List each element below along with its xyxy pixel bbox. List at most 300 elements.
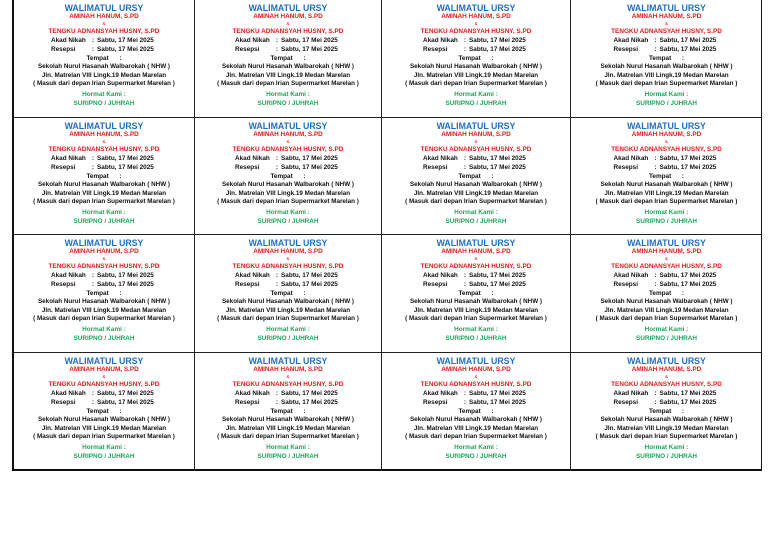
akad-row	[195, 36, 381, 45]
ampersand: &	[474, 256, 478, 261]
invitation-card	[14, 353, 195, 471]
card-title: WALIMATUL URSY	[248, 238, 328, 248]
resepsi-colon: :	[463, 164, 467, 171]
groom-name: TENGKU ADNANSYAH HUSNY, S.PD	[48, 263, 160, 270]
bride-name: AMINAH HANUM, S.PD	[441, 131, 511, 138]
ampersand: &	[286, 21, 290, 26]
card-title: WALIMATUL URSY	[248, 356, 328, 366]
invitation-card	[382, 0, 571, 118]
resepsi-label: Resepsi	[613, 46, 639, 53]
resepsi-date: Sabtu, 17 Mei 2025	[281, 281, 338, 288]
resepsi-date: Sabtu, 17 Mei 2025	[659, 281, 717, 288]
akad-colon: :	[275, 390, 279, 397]
akad-label: Akad Nikah	[423, 37, 458, 44]
resepsi-colon: :	[275, 46, 279, 53]
venue-address: Jln. Matrelan VIII Lingk.19 Medan Marelan	[225, 71, 351, 79]
bride-name: AMINAH HANUM, S.PD	[441, 366, 511, 373]
resepsi-row	[195, 280, 381, 289]
resepsi-row	[571, 163, 762, 172]
card-title: WALIMATUL URSY	[248, 3, 328, 13]
groom-name: TENGKU ADNANSYAH HUSNY, S.PD	[232, 263, 344, 270]
venue-note: ( Masuk dari depan Irian Supermarket Marelan )	[405, 315, 547, 322]
groom-name: TENGKU ADNANSYAH HUSNY, S.PD	[48, 28, 160, 35]
bride-name: AMINAH HANUM, S.PD	[631, 131, 702, 138]
tempat-label: Tempat	[458, 173, 481, 180]
venue-address: Jln. Matrelan VIII Lingk.19 Medan Marelan	[413, 71, 539, 79]
akad-label: Akad Nikah	[51, 390, 86, 397]
akad-date: Sabtu, 17 Mei 2025	[97, 37, 154, 44]
family-names: SURIPNO / JUHRAH	[445, 334, 507, 342]
akad-row	[195, 389, 381, 398]
invitation-card	[195, 0, 382, 118]
tempat-label: Tempat	[86, 408, 109, 415]
tempat-label: Tempat	[86, 55, 109, 62]
tempat-row	[195, 407, 381, 416]
card-title: WALIMATUL URSY	[64, 238, 144, 248]
akad-date: Sabtu, 17 Mei 2025	[659, 37, 717, 44]
akad-row	[571, 154, 762, 163]
resepsi-date: Sabtu, 17 Mei 2025	[97, 164, 154, 171]
card-title: WALIMATUL URSY	[627, 356, 706, 366]
resepsi-date: Sabtu, 17 Mei 2025	[469, 164, 526, 171]
resepsi-colon: :	[463, 46, 467, 53]
akad-label: Akad Nikah	[423, 272, 458, 279]
akad-row	[14, 271, 194, 280]
invitation-label-sheet	[12, 0, 762, 471]
venue-name: Sekolah Nurul Hasanah Walbarokah ( NHW )	[37, 298, 171, 305]
venue-name: Sekolah Nurul Hasanah Walbarokah ( NHW )	[600, 416, 733, 423]
tempat-label: Tempat	[270, 173, 293, 180]
akad-label: Akad Nikah	[235, 272, 270, 279]
akad-date: Sabtu, 17 Mei 2025	[469, 272, 526, 279]
resepsi-row	[571, 398, 762, 407]
resepsi-colon: :	[91, 281, 95, 288]
tempat-row	[382, 289, 570, 298]
regards-label: Hormat Kami :	[266, 325, 310, 333]
resepsi-row	[382, 163, 570, 172]
akad-row	[571, 271, 762, 280]
venue-note: ( Masuk dari depan Irian Supermarket Marelan )	[33, 433, 175, 440]
akad-colon: :	[91, 272, 95, 279]
tempat-label: Tempat	[86, 173, 109, 180]
resepsi-label: Resepsi	[51, 164, 76, 171]
akad-label: Akad Nikah	[613, 390, 649, 397]
akad-colon: :	[91, 155, 95, 162]
resepsi-colon: :	[275, 281, 279, 288]
resepsi-colon: :	[463, 399, 467, 406]
ampersand: &	[102, 256, 106, 261]
resepsi-row	[571, 45, 762, 54]
venue-name: Sekolah Nurul Hasanah Walbarokah ( NHW )	[221, 416, 355, 423]
card-title: WALIMATUL URSY	[64, 3, 144, 13]
akad-row	[382, 271, 570, 280]
akad-colon: :	[91, 390, 95, 397]
family-names: SURIPNO / JUHRAH	[257, 217, 319, 225]
akad-colon: :	[654, 37, 657, 44]
groom-name: TENGKU ADNANSYAH HUSNY, S.PD	[420, 28, 532, 35]
resepsi-label: Resepsi	[235, 281, 260, 288]
groom-name: TENGKU ADNANSYAH HUSNY, S.PD	[420, 146, 532, 153]
venue-address: Jln. Matrelan VIII Lingk.19 Medan Marelan	[225, 306, 351, 314]
ampersand: &	[474, 21, 478, 26]
venue-note: ( Masuk dari depan Irian Supermarket Marelan )	[595, 80, 738, 87]
resepsi-label: Resepsi	[613, 164, 639, 171]
resepsi-row	[14, 163, 194, 172]
akad-colon: :	[654, 390, 657, 397]
family-names: SURIPNO / JUHRAH	[635, 452, 698, 460]
akad-colon: :	[463, 272, 467, 279]
akad-colon: :	[275, 37, 279, 44]
card-title: WALIMATUL URSY	[436, 356, 516, 366]
resepsi-label: Resepsi	[51, 399, 76, 406]
family-names: SURIPNO / JUHRAH	[635, 334, 698, 342]
invitation-card	[571, 235, 762, 353]
resepsi-row	[14, 280, 194, 289]
tempat-row	[571, 54, 762, 63]
bride-name: AMINAH HANUM, S.PD	[253, 366, 323, 373]
regards-label: Hormat Kami :	[454, 90, 498, 98]
resepsi-label: Resepsi	[423, 399, 448, 406]
resepsi-colon: :	[654, 281, 657, 288]
bride-name: AMINAH HANUM, S.PD	[441, 248, 511, 255]
regards-label: Hormat Kami :	[266, 90, 310, 98]
venue-address: Jln. Matrelan VIII Lingk.19 Medan Marelan	[413, 424, 539, 432]
groom-name: TENGKU ADNANSYAH HUSNY, S.PD	[48, 381, 160, 388]
invitation-card	[14, 0, 195, 118]
groom-name: TENGKU ADNANSYAH HUSNY, S.PD	[232, 28, 344, 35]
akad-row	[14, 154, 194, 163]
akad-label: Akad Nikah	[51, 272, 86, 279]
venue-note: ( Masuk dari depan Irian Supermarket Marelan )	[405, 198, 547, 205]
tempat-row	[195, 289, 381, 298]
regards-label: Hormat Kami :	[266, 443, 310, 451]
akad-label: Akad Nikah	[613, 272, 649, 279]
venue-address: Jln. Matrelan VIII Lingk.19 Medan Marelan	[604, 189, 729, 197]
family-names: SURIPNO / JUHRAH	[73, 217, 135, 225]
akad-date: Sabtu, 17 Mei 2025	[281, 272, 338, 279]
tempat-row	[14, 54, 194, 63]
venue-address: Jln. Matrelan VIII Lingk.19 Medan Marelan	[413, 189, 539, 197]
resepsi-row	[195, 398, 381, 407]
groom-name: TENGKU ADNANSYAH HUSNY, S.PD	[611, 381, 722, 388]
regards-label: Hormat Kami :	[644, 90, 689, 98]
venue-note: ( Masuk dari depan Irian Supermarket Marelan )	[217, 80, 359, 87]
resepsi-row	[195, 45, 381, 54]
resepsi-row	[195, 163, 381, 172]
resepsi-date: Sabtu, 17 Mei 2025	[659, 399, 717, 406]
card-title: WALIMATUL URSY	[436, 3, 516, 13]
groom-name: TENGKU ADNANSYAH HUSNY, S.PD	[232, 381, 344, 388]
akad-label: Akad Nikah	[613, 155, 649, 162]
akad-label: Akad Nikah	[235, 155, 270, 162]
invitation-card	[14, 235, 195, 353]
tempat-label: Tempat	[458, 290, 481, 297]
tempat-label: Tempat	[648, 290, 672, 297]
venue-address: Jln. Matrelan VIII Lingk.19 Medan Marelan	[41, 189, 167, 197]
akad-date: Sabtu, 17 Mei 2025	[659, 155, 717, 162]
regards-label: Hormat Kami :	[644, 443, 689, 451]
akad-date: Sabtu, 17 Mei 2025	[97, 272, 154, 279]
tempat-label: Tempat	[86, 290, 109, 297]
akad-row	[14, 36, 194, 45]
resepsi-date: Sabtu, 17 Mei 2025	[659, 46, 717, 53]
tempat-row	[195, 54, 381, 63]
resepsi-label: Resepsi	[235, 46, 260, 53]
bride-name: AMINAH HANUM, S.PD	[441, 13, 511, 20]
tempat-colon: :	[303, 290, 306, 297]
resepsi-colon: :	[275, 399, 279, 406]
tempat-label: Tempat	[648, 173, 672, 180]
akad-date: Sabtu, 17 Mei 2025	[281, 155, 338, 162]
venue-name: Sekolah Nurul Hasanah Walbarokah ( NHW )	[600, 298, 733, 305]
tempat-colon: :	[303, 173, 306, 180]
groom-name: TENGKU ADNANSYAH HUSNY, S.PD	[420, 263, 532, 270]
akad-label: Akad Nikah	[235, 390, 270, 397]
ampersand: &	[474, 374, 478, 379]
resepsi-date: Sabtu, 17 Mei 2025	[281, 46, 338, 53]
resepsi-date: Sabtu, 17 Mei 2025	[97, 281, 154, 288]
regards-label: Hormat Kami :	[644, 325, 689, 333]
ampersand: &	[102, 21, 106, 26]
resepsi-colon: :	[91, 46, 95, 53]
bride-name: AMINAH HANUM, S.PD	[631, 366, 702, 373]
akad-label: Akad Nikah	[51, 37, 86, 44]
resepsi-label: Resepsi	[51, 281, 76, 288]
tempat-row	[382, 172, 570, 181]
akad-row	[14, 389, 194, 398]
akad-date: Sabtu, 17 Mei 2025	[281, 37, 338, 44]
akad-date: Sabtu, 17 Mei 2025	[97, 390, 154, 397]
venue-note: ( Masuk dari depan Irian Supermarket Marelan )	[595, 198, 738, 205]
ampersand: &	[664, 139, 668, 144]
groom-name: TENGKU ADNANSYAH HUSNY, S.PD	[611, 146, 722, 153]
ampersand: &	[286, 374, 290, 379]
akad-colon: :	[91, 37, 95, 44]
venue-note: ( Masuk dari depan Irian Supermarket Marelan )	[595, 433, 738, 440]
venue-note: ( Masuk dari depan Irian Supermarket Marelan )	[217, 198, 359, 205]
bride-name: AMINAH HANUM, S.PD	[253, 13, 323, 20]
resepsi-date: Sabtu, 17 Mei 2025	[469, 46, 526, 53]
akad-colon: :	[654, 272, 657, 279]
card-title: WALIMATUL URSY	[627, 238, 706, 248]
tempat-label: Tempat	[270, 55, 293, 62]
resepsi-colon: :	[275, 164, 279, 171]
tempat-colon: :	[303, 55, 306, 62]
venue-name: Sekolah Nurul Hasanah Walbarokah ( NHW )	[409, 181, 543, 188]
tempat-row	[195, 172, 381, 181]
venue-address: Jln. Matrelan VIII Lingk.19 Medan Marelan	[225, 424, 351, 432]
ampersand: &	[286, 139, 290, 144]
akad-row	[195, 154, 381, 163]
card-title: WALIMATUL URSY	[64, 121, 144, 131]
venue-name: Sekolah Nurul Hasanah Walbarokah ( NHW )	[221, 181, 355, 188]
resepsi-label: Resepsi	[235, 399, 260, 406]
invitation-card	[382, 118, 571, 235]
tempat-colon: :	[681, 55, 685, 62]
tempat-colon: :	[119, 173, 122, 180]
resepsi-date: Sabtu, 17 Mei 2025	[97, 46, 154, 53]
tempat-colon: :	[491, 408, 494, 415]
ampersand: &	[664, 256, 668, 261]
venue-name: Sekolah Nurul Hasanah Walbarokah ( NHW )	[409, 63, 543, 70]
resepsi-colon: :	[654, 164, 657, 171]
tempat-row	[382, 407, 570, 416]
ampersand: &	[664, 21, 668, 26]
resepsi-date: Sabtu, 17 Mei 2025	[659, 164, 717, 171]
resepsi-date: Sabtu, 17 Mei 2025	[469, 281, 526, 288]
resepsi-row	[382, 398, 570, 407]
family-names: SURIPNO / JUHRAH	[635, 99, 698, 107]
invitation-card	[571, 118, 762, 235]
bride-name: AMINAH HANUM, S.PD	[69, 131, 139, 138]
venue-note: ( Masuk dari depan Irian Supermarket Marelan )	[217, 315, 359, 322]
regards-label: Hormat Kami :	[454, 325, 498, 333]
tempat-colon: :	[491, 55, 494, 62]
resepsi-colon: :	[91, 399, 95, 406]
tempat-row	[14, 407, 194, 416]
venue-name: Sekolah Nurul Hasanah Walbarokah ( NHW )	[221, 298, 355, 305]
akad-date: Sabtu, 17 Mei 2025	[97, 155, 154, 162]
akad-row	[382, 154, 570, 163]
groom-name: TENGKU ADNANSYAH HUSNY, S.PD	[420, 381, 532, 388]
ampersand: &	[286, 256, 290, 261]
tempat-colon: :	[491, 290, 494, 297]
venue-address: Jln. Matrelan VIII Lingk.19 Medan Marelan	[604, 306, 729, 314]
regards-label: Hormat Kami :	[266, 208, 310, 216]
venue-note: ( Masuk dari depan Irian Supermarket Marelan )	[405, 80, 547, 87]
venue-address: Jln. Matrelan VIII Lingk.19 Medan Marelan	[413, 306, 539, 314]
resepsi-row	[571, 280, 762, 289]
family-names: SURIPNO / JUHRAH	[257, 334, 319, 342]
tempat-label: Tempat	[648, 55, 672, 62]
ampersand: &	[474, 139, 478, 144]
tempat-label: Tempat	[648, 408, 672, 415]
akad-date: Sabtu, 17 Mei 2025	[469, 155, 526, 162]
akad-label: Akad Nikah	[51, 155, 86, 162]
card-title: WALIMATUL URSY	[627, 121, 706, 131]
invitation-card	[571, 0, 762, 118]
family-names: SURIPNO / JUHRAH	[445, 452, 507, 460]
groom-name: TENGKU ADNANSYAH HUSNY, S.PD	[611, 28, 722, 35]
groom-name: TENGKU ADNANSYAH HUSNY, S.PD	[611, 263, 722, 270]
resepsi-colon: :	[654, 46, 657, 53]
akad-date: Sabtu, 17 Mei 2025	[469, 37, 526, 44]
tempat-colon: :	[119, 290, 122, 297]
resepsi-colon: :	[463, 281, 467, 288]
resepsi-label: Resepsi	[423, 164, 448, 171]
tempat-label: Tempat	[270, 408, 293, 415]
family-names: SURIPNO / JUHRAH	[257, 452, 319, 460]
groom-name: TENGKU ADNANSYAH HUSNY, S.PD	[48, 146, 160, 153]
tempat-colon: :	[681, 408, 685, 415]
tempat-colon: :	[119, 55, 122, 62]
akad-label: Akad Nikah	[423, 390, 458, 397]
venue-name: Sekolah Nurul Hasanah Walbarokah ( NHW )	[37, 63, 171, 70]
resepsi-colon: :	[654, 399, 657, 406]
bride-name: AMINAH HANUM, S.PD	[253, 131, 323, 138]
akad-row	[382, 389, 570, 398]
venue-note: ( Masuk dari depan Irian Supermarket Marelan )	[595, 315, 738, 322]
tempat-row	[571, 289, 762, 298]
venue-note: ( Masuk dari depan Irian Supermarket Marelan )	[33, 198, 175, 205]
venue-name: Sekolah Nurul Hasanah Walbarokah ( NHW )	[409, 298, 543, 305]
family-names: SURIPNO / JUHRAH	[73, 99, 135, 107]
resepsi-label: Resepsi	[613, 399, 639, 406]
groom-name: TENGKU ADNANSYAH HUSNY, S.PD	[232, 146, 344, 153]
venue-name: Sekolah Nurul Hasanah Walbarokah ( NHW )	[600, 63, 733, 70]
regards-label: Hormat Kami :	[82, 325, 126, 333]
resepsi-date: Sabtu, 17 Mei 2025	[97, 399, 154, 406]
venue-address: Jln. Matrelan VIII Lingk.19 Medan Marelan	[41, 424, 167, 432]
akad-colon: :	[654, 155, 657, 162]
invitation-card	[382, 235, 571, 353]
resepsi-row	[382, 45, 570, 54]
resepsi-colon: :	[91, 164, 95, 171]
tempat-row	[14, 172, 194, 181]
venue-address: Jln. Matrelan VIII Lingk.19 Medan Marelan	[41, 306, 167, 314]
venue-address: Jln. Matrelan VIII Lingk.19 Medan Marelan	[604, 424, 729, 432]
family-names: SURIPNO / JUHRAH	[445, 99, 507, 107]
bride-name: AMINAH HANUM, S.PD	[253, 248, 323, 255]
resepsi-label: Resepsi	[235, 164, 260, 171]
resepsi-row	[14, 45, 194, 54]
invitation-card	[195, 235, 382, 353]
akad-row	[571, 389, 762, 398]
tempat-colon: :	[491, 173, 494, 180]
tempat-label: Tempat	[458, 55, 481, 62]
resepsi-label: Resepsi	[613, 281, 639, 288]
card-title: WALIMATUL URSY	[64, 356, 144, 366]
akad-row	[571, 36, 762, 45]
invitation-card	[14, 118, 195, 235]
akad-date: Sabtu, 17 Mei 2025	[659, 390, 717, 397]
venue-note: ( Masuk dari depan Irian Supermarket Marelan )	[405, 433, 547, 440]
invitation-card	[195, 118, 382, 235]
invitation-card	[195, 353, 382, 471]
bride-name: AMINAH HANUM, S.PD	[631, 13, 702, 20]
akad-colon: :	[463, 37, 467, 44]
tempat-row	[571, 172, 762, 181]
regards-label: Hormat Kami :	[454, 443, 498, 451]
venue-name: Sekolah Nurul Hasanah Walbarokah ( NHW )	[37, 416, 171, 423]
tempat-row	[571, 407, 762, 416]
venue-name: Sekolah Nurul Hasanah Walbarokah ( NHW )	[600, 181, 733, 188]
akad-label: Akad Nikah	[613, 37, 649, 44]
resepsi-row	[382, 280, 570, 289]
family-names: SURIPNO / JUHRAH	[73, 334, 135, 342]
card-title: WALIMATUL URSY	[248, 121, 328, 131]
regards-label: Hormat Kami :	[82, 443, 126, 451]
akad-row	[195, 271, 381, 280]
ampersand: &	[102, 139, 106, 144]
resepsi-date: Sabtu, 17 Mei 2025	[469, 399, 526, 406]
regards-label: Hormat Kami :	[644, 208, 689, 216]
invitation-card	[382, 353, 571, 471]
bride-name: AMINAH HANUM, S.PD	[69, 248, 139, 255]
resepsi-date: Sabtu, 17 Mei 2025	[281, 399, 338, 406]
resepsi-date: Sabtu, 17 Mei 2025	[281, 164, 338, 171]
venue-note: ( Masuk dari depan Irian Supermarket Marelan )	[33, 315, 175, 322]
family-names: SURIPNO / JUHRAH	[635, 217, 698, 225]
family-names: SURIPNO / JUHRAH	[257, 99, 319, 107]
tempat-row	[382, 54, 570, 63]
venue-note: ( Masuk dari depan Irian Supermarket Marelan )	[33, 80, 175, 87]
venue-address: Jln. Matrelan VIII Lingk.19 Medan Marelan	[604, 71, 729, 79]
venue-name: Sekolah Nurul Hasanah Walbarokah ( NHW )	[409, 416, 543, 423]
tempat-label: Tempat	[458, 408, 481, 415]
resepsi-label: Resepsi	[423, 46, 448, 53]
akad-label: Akad Nikah	[235, 37, 270, 44]
